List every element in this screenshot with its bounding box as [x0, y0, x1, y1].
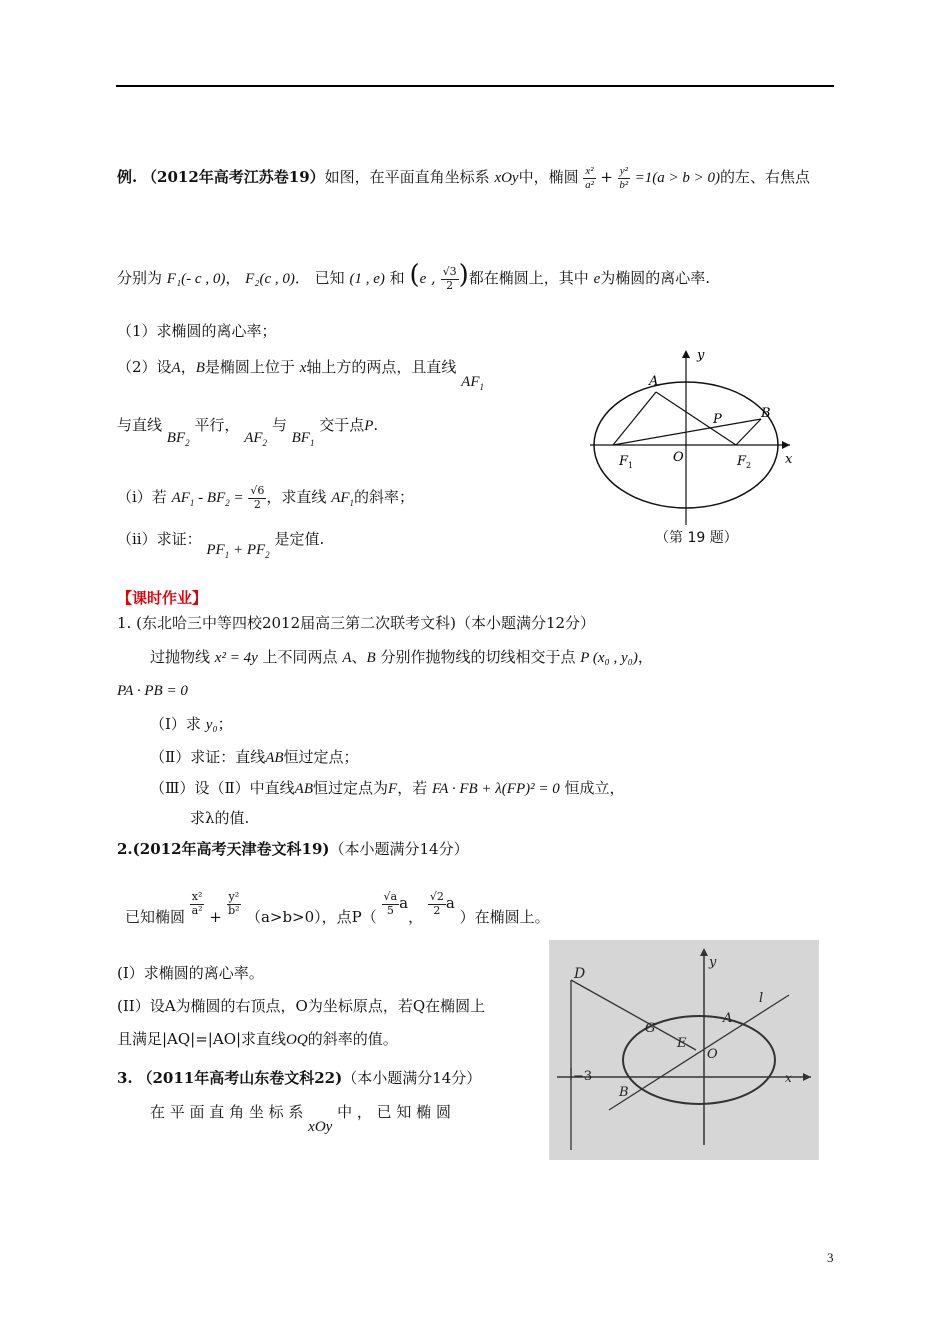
fig2-label-e: E [677, 1036, 687, 1051]
p3-line2: 中 ， 已 知 椭 圆 [337, 1103, 451, 1121]
known-label: 已知 [314, 269, 345, 287]
figure-caption: （第 19 题） [655, 530, 738, 546]
problem-3-line [150, 1103, 451, 1135]
example-line2-b: 都在椭圆上，其中 [468, 269, 589, 287]
page-number: 3 [827, 1250, 834, 1265]
p1-line1-c: 分别作抛物线的切线相交于点 [380, 648, 576, 666]
p1-point-b: B [366, 650, 376, 666]
p1-ii: （Ⅱ）求证：直线 [150, 748, 266, 766]
p1-source: (东北哈三中等四校2012届高三第二次联考文科)（本小题满分12分） [136, 614, 596, 632]
problem-1-part-ii: （Ⅱ）求证：直线AB恒过定点； [150, 748, 359, 766]
fig1-label-b: B [761, 406, 771, 421]
example-line-1: 例. （2012年高考江苏卷19）如图，在平面直角坐标系 xOy中，椭圆 $\frac{\text{x²}}{\text{a²}}$ + $\frac{\text{y²}}{\text{b²}}$ =1(a > b > 0)的左、右焦点 [117, 165, 811, 191]
p1-num: 1. [117, 614, 132, 632]
p1-line1-a: 过抛物线 [150, 648, 211, 666]
p2-oq: OQ [286, 1032, 308, 1048]
eccentricity-var: e [593, 271, 601, 287]
p2-num: 2. [117, 840, 133, 858]
example-line2-c: 为椭圆的离心率. [600, 269, 711, 287]
fig1-label-a: A [649, 374, 659, 389]
question-ii: （ii）求证： $PF_1 + PF_2$ 是定值. [117, 530, 325, 560]
p1-i-var: y₀ [205, 717, 218, 733]
example-tail: 的左、右焦点 [720, 168, 811, 187]
figure-scan [549, 940, 819, 1160]
example-line-2: 分别为 F₁(- c , 0)， F₂(c , 0)． 已知 (1 , e) 和 (e , $\frac{√3}{2}$ )都在椭圆上，其中 e为椭圆的离心率. [117, 260, 711, 292]
qii-b: 是定值. [274, 530, 325, 548]
p2-source: (2012年高考天津卷文科19) [132, 840, 330, 858]
fig1-label-y: y [697, 348, 705, 363]
fig2-label-o: O [707, 1047, 718, 1062]
p1-line1-b: 上不同两点 [262, 648, 338, 666]
question-2-line-1: （2）设A，B是椭圆上位于 x轴上方的两点，且直线 $AF_1$ [117, 358, 484, 392]
problem-1-condition: PA · PB = 0 [117, 683, 188, 699]
p1-iii-eq: FA · FB + λ(FP)² = 0 [431, 781, 560, 797]
ellipse-x-term: $\frac{\text{x²}}{\text{a²}}$ [585, 165, 594, 191]
example-mid: 中，椭圆 [518, 168, 579, 187]
point-1-e: (1 , e) [349, 271, 385, 287]
p2-cond: （a>b>0），点P（ [245, 908, 377, 927]
q2-line2-d: 交于点 [319, 416, 365, 434]
q2-line2-b: 平行， [194, 416, 240, 434]
problem-1-part-i: （Ⅰ）求 y₀； [150, 715, 233, 733]
fig2-label-d: D [574, 966, 586, 982]
foci-label: 分别为 [117, 269, 163, 287]
qii-a: （ii）求证： [117, 530, 202, 548]
header-rule [116, 85, 834, 87]
p3-source: （2011年高考山东卷文科22) [137, 1069, 343, 1087]
qi-b: ，求直线 [266, 488, 327, 507]
fig2-label-l: l [759, 991, 764, 1006]
focus-f1: F₁(- c , 0) [166, 271, 226, 287]
p1-iii: （Ⅲ）设（Ⅱ）中直线 [150, 779, 295, 797]
p2-ii3: 的斜率的值。 [307, 1030, 398, 1048]
question-i: （i）若 $AF_1 - BF_2$ = $\frac{√6}{2}$ ，求直线 $AF_1$的斜率； [117, 484, 415, 511]
p3-line: 在 平 面 直 角 坐 标 系 [150, 1103, 304, 1121]
p3-num: 3. [117, 1069, 133, 1087]
fig2-label-x: x [785, 1071, 792, 1085]
question-1: （1）求椭圆的离心率； [117, 322, 277, 340]
p1-point-a: A [342, 650, 352, 666]
fig2-label-g: G [645, 1021, 656, 1036]
qi-a: （i）若 [117, 488, 167, 507]
fig1-label-p: P [713, 412, 722, 427]
problem-1-line-1: 过抛物线 x² = 4y 上不同两点 A、B 分别作抛物线的切线相交于点 P (x₀ , y₀)， [150, 648, 653, 666]
example-source: （2012年高考江苏卷19） [142, 168, 325, 187]
problem-2-title [117, 842, 469, 857]
and-label: 和 [389, 269, 405, 287]
p1-i: （Ⅰ）求 [150, 715, 201, 733]
fig2-label-b: B [619, 1085, 629, 1100]
ellipse-diagram [585, 345, 800, 555]
parabola-eq: x² = 4y [214, 650, 258, 666]
p1-iii-c: ，若 [397, 779, 428, 797]
q2-b: 是椭圆上位于 [204, 358, 295, 376]
p2-ii2: 且满足|AQ|=|AO|求直线 [117, 1030, 287, 1048]
point-e-sqrt3: ( [409, 260, 420, 290]
p2-known: 已知椭圆 [125, 908, 186, 927]
svg-text:2: 2 [746, 461, 752, 470]
ellipse-eq-tail: =1(a > b > 0) [634, 170, 721, 187]
example-head: 例. [117, 168, 138, 187]
q2-line2-a: 与直线 [117, 416, 163, 434]
coord-system: xOy [494, 170, 519, 187]
problem-2-part-i: (I）求椭圆的离心率。 [117, 964, 264, 982]
fig1-label-x: x [785, 452, 793, 467]
example-intro: 如图，在平面直角坐标系 [324, 168, 490, 187]
qi-c: 的斜率； [354, 488, 415, 507]
ellipse-line-diagram [549, 940, 819, 1160]
problem-1-part-iii-end: 求λ的值. [190, 809, 250, 827]
problem-2-part-ii: (II）设A为椭圆的右顶点，O为坐标原点，若Q在椭圆上 [117, 997, 486, 1015]
svg-text:1: 1 [628, 461, 634, 470]
problem-1-part-iii: （Ⅲ）设（Ⅱ）中直线AB恒过定点为F，若 FA · FB + λ(FP)² = 0 恒成立， [150, 779, 625, 797]
figure-19 [585, 345, 800, 555]
fig1-label-f2: F [737, 454, 747, 469]
p3-sys: xOy [308, 1119, 333, 1135]
p1-ii-b: 恒过定点； [283, 748, 359, 766]
p1-iii-b: 恒过定点为 [313, 779, 389, 797]
homework-header: 【课时作业】 [117, 589, 208, 607]
q2-prefix: （2）设 [117, 358, 172, 376]
fig1-label-f1: F [619, 454, 629, 469]
p2-score: （本小题满分14分） [329, 840, 469, 858]
problem-2-part-ii-line-2 [117, 1032, 398, 1048]
question-2-line-2: 与直线 $BF_2$ 平行， $AF_2$ 与 $BF_1$ 交于点P. [117, 416, 379, 448]
q2-c: 轴上方的两点，且直线 [306, 358, 457, 376]
fig2-label-minus3: −3 [573, 1069, 593, 1084]
p1-point-p: P (x₀ , y₀) [580, 650, 638, 666]
problem-3-title [117, 1071, 481, 1086]
problem-1-title [117, 616, 595, 631]
fig2-label-a: A [723, 1011, 733, 1026]
p1-comma: 、 [351, 648, 367, 666]
focus-f2: F₂(c , 0) [245, 271, 295, 287]
p1-iii-d: 恒成立， [564, 779, 625, 797]
p3-score: （本小题满分14分） [342, 1069, 482, 1087]
ellipse-y-term: $\frac{\text{y²}}{\text{b²}}$ [619, 165, 629, 191]
problem-2-line-1: 已知椭圆 $\frac{\text{x²}}{\text{a²}}$ + $\frac{\text{y²}}{\text{b²}}$ （a>b>0），点P（ $\frac{√a}{5}$ a， $\frac{√2}{2}$ a ）在椭圆上。 [125, 890, 550, 927]
fig1-label-o: O [673, 450, 684, 465]
q2-line2-c: 与 [271, 416, 287, 434]
fig2-label-y: y [709, 955, 717, 970]
p2-cond2: ）在椭圆上。 [459, 908, 550, 927]
